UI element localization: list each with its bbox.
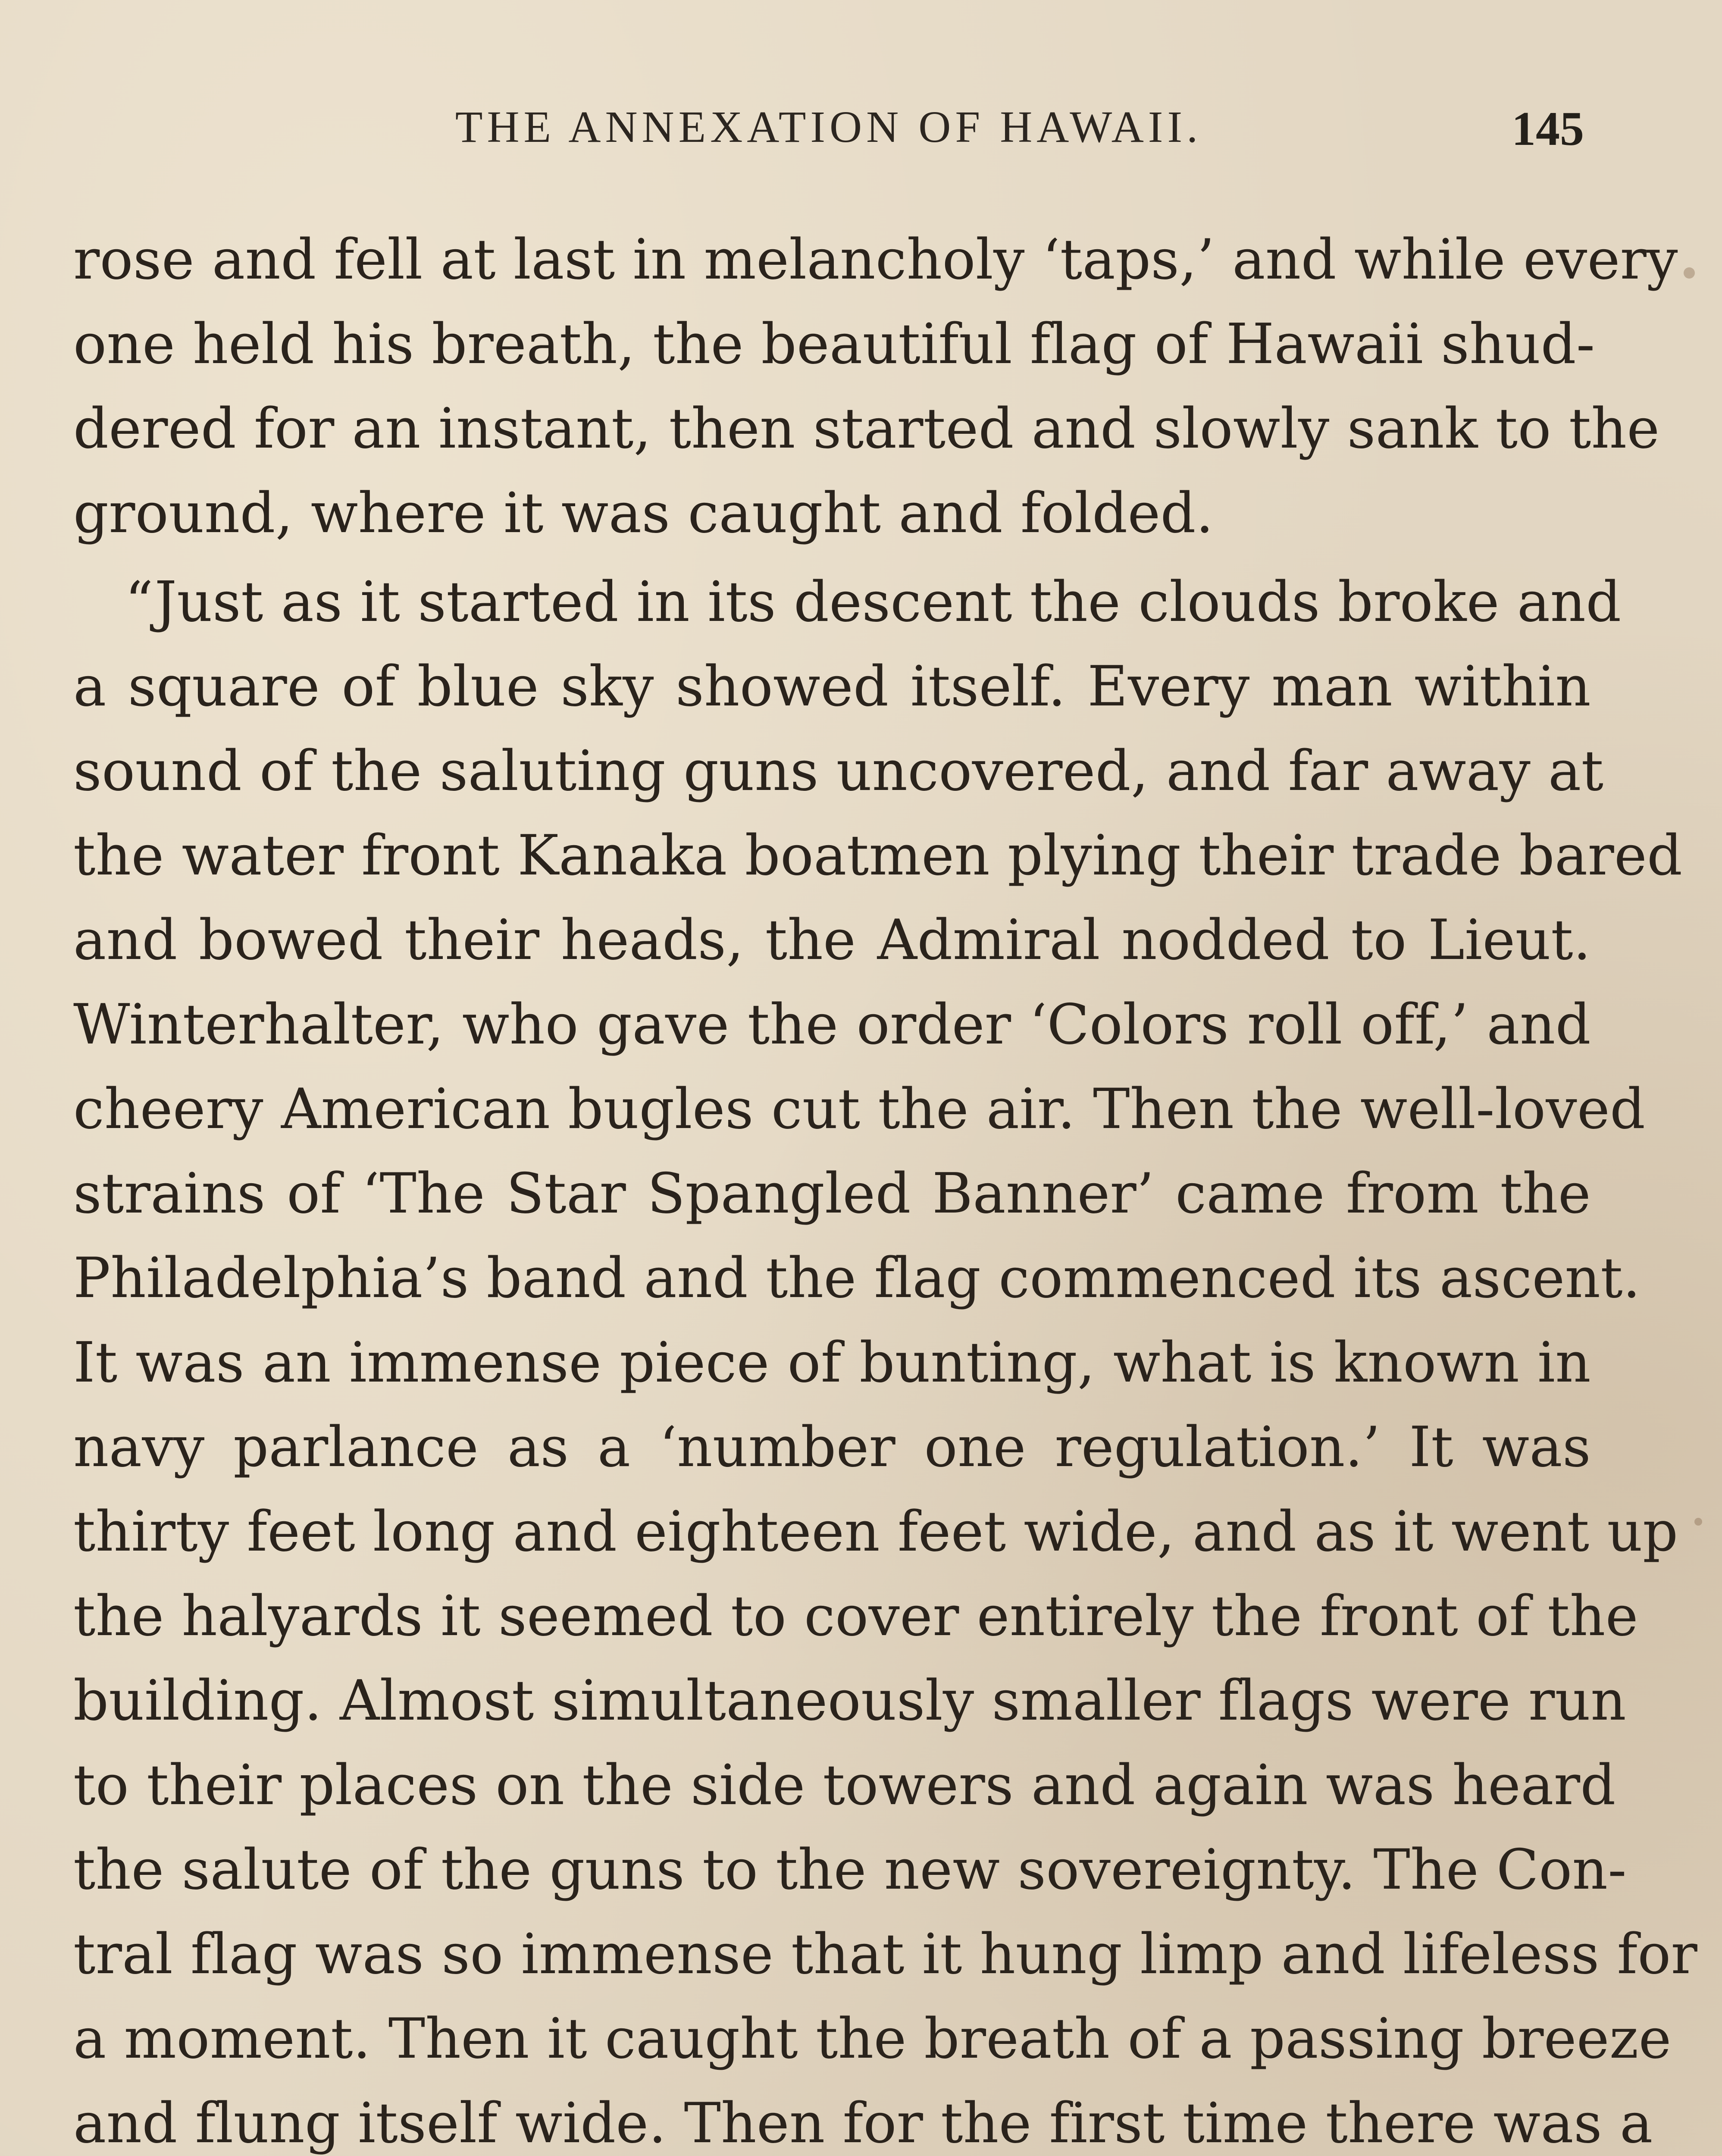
text-line-15: navy parlance as a ‘number one regulation.’ It was (73, 1415, 1591, 1479)
text-line-18: building. Almost simultaneously smaller flags were run (73, 1669, 1626, 1733)
text-line-19: to their places on the side towers and again was heard (73, 1753, 1616, 1818)
text-line-5: “Just as it started in its descent the clouds broke and (125, 570, 1622, 634)
paragraph-gap (73, 556, 1591, 560)
text-line-8: the water front Kanaka boatmen plying their trade bared (73, 824, 1683, 888)
running-head (73, 101, 1584, 162)
text-line-21: tral flag was so immense that it hung limp and lifeless for (73, 1922, 1698, 1987)
text-line-3: dered for an instant, then started and slowly sank to the (73, 397, 1660, 461)
text-line-7: sound of the saluting guns uncovered, and far away at (73, 739, 1604, 803)
paper-speck (1694, 1518, 1702, 1526)
text-line-10: Winterhalter, who gave the order ‘Colors roll off,’ and (73, 993, 1591, 1057)
body-text (73, 218, 1698, 2156)
text-line-13: Philadelphia’s band and the flag commenced its ascent. (73, 1246, 1641, 1310)
text-line-17: the halyards it seemed to cover entirely the front of the (73, 1584, 1638, 1648)
text-line-1: rose and fell at last in melancholy ‘taps,’ and while every (73, 228, 1678, 292)
text-line-11: cheery American bugles cut the air. Then the well-loved (73, 1077, 1646, 1141)
text-line-23: and flung itself wide. Then for the first time there was a (73, 2091, 1653, 2156)
text-line-20: the salute of the guns to the new sovereignty. The Con- (73, 1838, 1627, 1902)
text-line-9: and bowed their heads, the Admiral nodded to Lieut. (73, 908, 1591, 972)
paper-speck (1684, 267, 1695, 279)
text-line-12: strains of ‘The Star Spangled Banner’ came from the (73, 1162, 1591, 1226)
text-line-6: a square of blue sky showed itself. Every man within (73, 655, 1591, 719)
text-line-16: thirty feet long and eighteen feet wide, and as it went up (73, 1500, 1678, 1564)
text-line-4: ground, where it was caught and folded. (73, 481, 1214, 545)
running-title: THE ANNEXATION OF HAWAII. (455, 102, 1202, 152)
text-line-14: It was an immense piece of bunting, what is known in (73, 1331, 1591, 1395)
page-number: 145 (1512, 102, 1584, 156)
text-line-2: one held his breath, the beautiful flag of Hawaii shud- (73, 312, 1595, 376)
text-line-22: a moment. Then it caught the breath of a passing breeze (73, 2007, 1672, 2071)
